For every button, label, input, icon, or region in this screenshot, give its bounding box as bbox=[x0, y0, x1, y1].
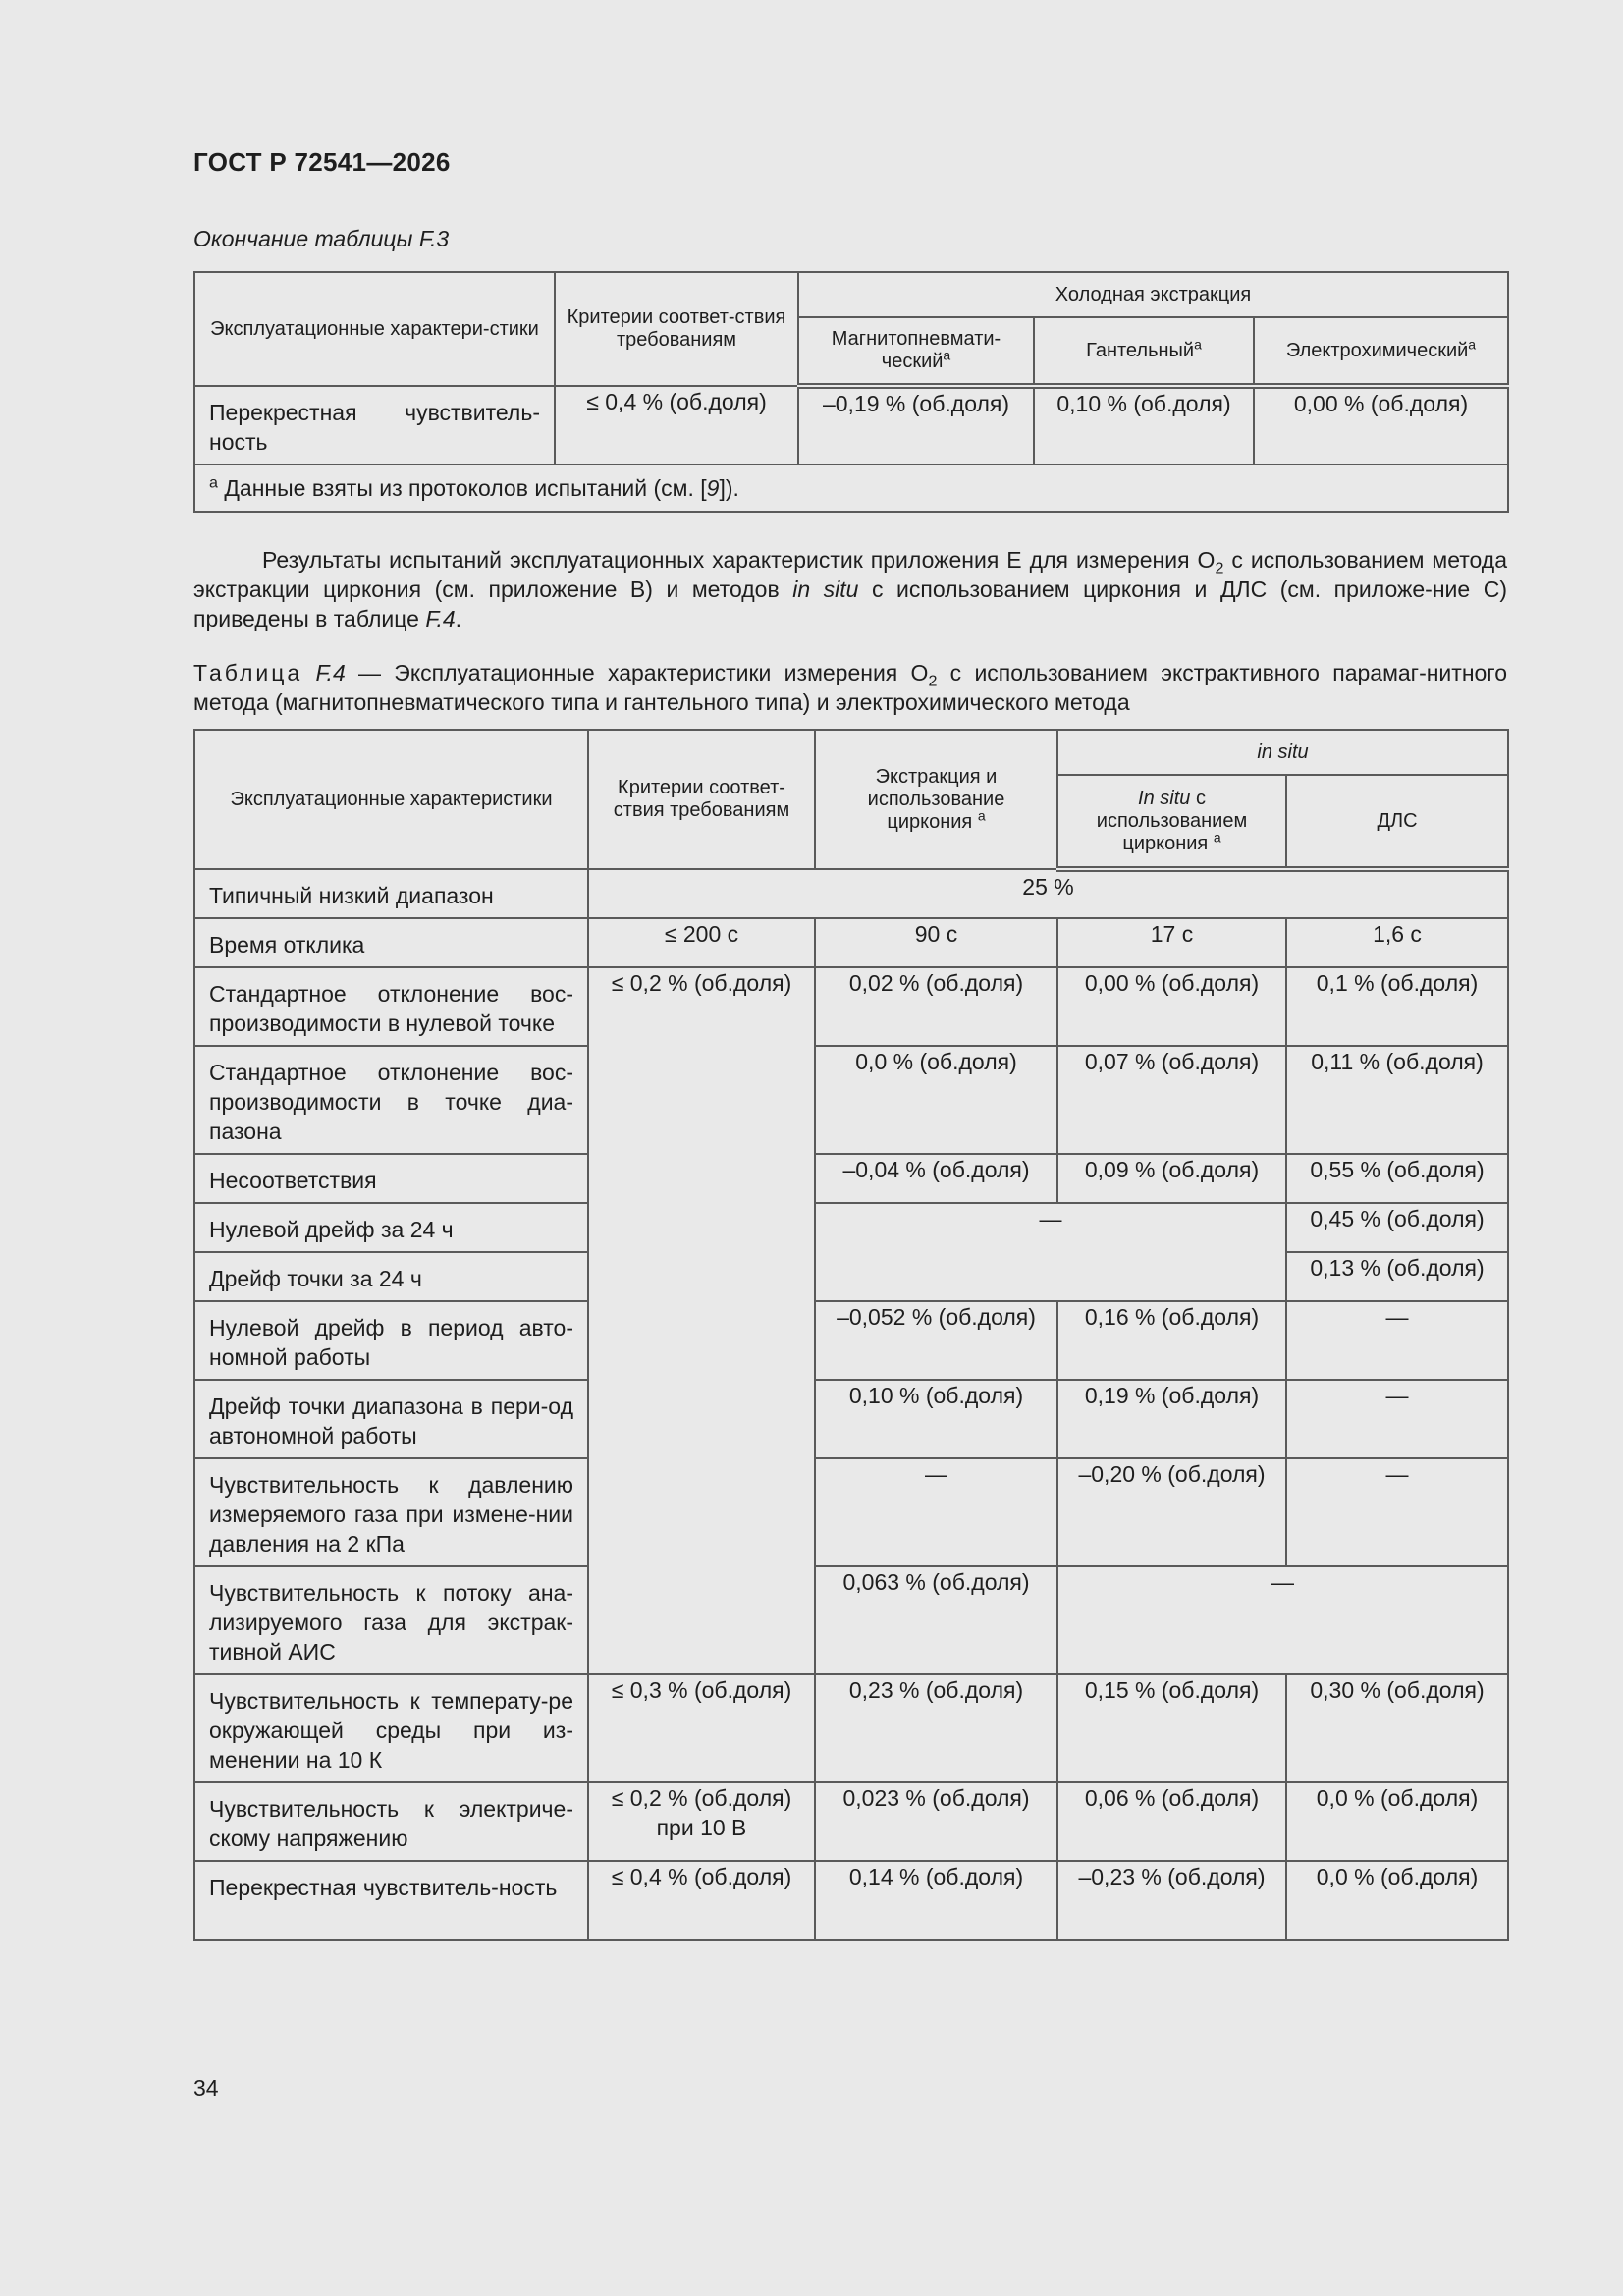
row-c5: 0,30 % (об.доля) bbox=[1286, 1674, 1508, 1782]
row-c5: 0,45 % (об.доля) bbox=[1286, 1203, 1508, 1252]
row-label: Чувствительность к давлению измеряемого газа при измене-нии давления на 2 кПа bbox=[194, 1458, 588, 1566]
row-c3: 0,063 % (об.доля) bbox=[815, 1566, 1057, 1674]
row-criteria: ≤ 0,4 % (об.доля) bbox=[588, 1861, 815, 1940]
row-c4: 0,07 % (об.доля) bbox=[1057, 1046, 1286, 1154]
row-c5: — bbox=[1286, 1380, 1508, 1458]
t4-header-characteristics: Эксплуатационные характеристики bbox=[194, 730, 588, 869]
row-c3: 0,023 % (об.доля) bbox=[815, 1782, 1057, 1861]
t3-row-magn: –0,19 % (об.доля) bbox=[798, 386, 1034, 465]
t4-header-in-situ: in situ bbox=[1057, 730, 1508, 775]
row-c3: 0,14 % (об.доля) bbox=[815, 1861, 1057, 1940]
row-criteria: ≤ 200 с bbox=[588, 918, 815, 967]
t3-row-criteria: ≤ 0,4 % (об.доля) bbox=[555, 386, 798, 465]
t3-row-gant: 0,10 % (об.доля) bbox=[1034, 386, 1254, 465]
row-c3: 0,10 % (об.доля) bbox=[815, 1380, 1057, 1458]
row-c5: 1,6 с bbox=[1286, 918, 1508, 967]
row-c4: 0,00 % (об.доля) bbox=[1057, 967, 1286, 1046]
row-c4: –0,23 % (об.доля) bbox=[1057, 1861, 1286, 1940]
table-f3 bbox=[193, 271, 1509, 513]
t4-header-extraction-zirconium: Экстракция и использование циркония $^a$ bbox=[815, 730, 1057, 869]
row-c4: 0,15 % (об.доля) bbox=[1057, 1674, 1286, 1782]
page-number: 34 bbox=[193, 2075, 219, 2101]
row-criteria: ≤ 0,2 % (об.доля) при 10 В bbox=[588, 1782, 815, 1861]
row-c4: –0,20 % (об.доля) bbox=[1057, 1458, 1286, 1566]
t3-header-dumbbell: Гантельный$^a$ bbox=[1034, 317, 1254, 386]
row-c5: — bbox=[1286, 1458, 1508, 1566]
t4-header-dls: ДЛС bbox=[1286, 775, 1508, 869]
table-row bbox=[194, 1380, 1508, 1458]
t4-header-in-situ-zirconium: In situ с использованием циркония $^a$ bbox=[1057, 775, 1286, 869]
row-c5: 0,11 % (об.доля) bbox=[1286, 1046, 1508, 1154]
table-row bbox=[194, 386, 1508, 465]
row-c3: –0,052 % (об.доля) bbox=[815, 1301, 1057, 1380]
row-c4: 0,19 % (об.доля) bbox=[1057, 1380, 1286, 1458]
t3-header-criteria: Критерии соответ-ствия требованиям bbox=[555, 272, 798, 386]
table-row bbox=[194, 1301, 1508, 1380]
t3-header-characteristics: Эксплуатационные характери-стики bbox=[194, 272, 555, 386]
row-dash-merged: — bbox=[1057, 1566, 1508, 1674]
row-criteria-merged: ≤ 0,2 % (об.доля) bbox=[588, 967, 815, 1674]
table-f4 bbox=[193, 729, 1509, 1941]
t3-header-electrochemical: Электрохимический$^a$ bbox=[1254, 317, 1508, 386]
t3-row-label: Перекрестная чувствитель-ность bbox=[194, 386, 555, 465]
table-f3-caption: Окончание таблицы F.3 bbox=[193, 226, 450, 251]
table-row bbox=[194, 1154, 1508, 1203]
body-paragraph: Результаты испытаний эксплуатационных характеристик приложения Е для измерения $O_2$ с использованием метода экстракции циркония (см. приложение В) и методов in situ с использованием циркония и ДЛС (см. приложе-ние С) приведены в таблице F.4. bbox=[193, 547, 1507, 631]
row-label: Чувствительность к электриче-скому напряжению bbox=[194, 1782, 588, 1861]
table-row bbox=[194, 967, 1508, 1046]
table-row bbox=[194, 1046, 1508, 1154]
row-label: Перекрестная чувствитель-ность bbox=[194, 1861, 588, 1940]
t3-row-elec: 0,00 % (об.доля) bbox=[1254, 386, 1508, 465]
row-c5: 0,55 % (об.доля) bbox=[1286, 1154, 1508, 1203]
t4-header-criteria: Критерии соответ-ствия требованиям bbox=[588, 730, 815, 869]
row-label: Чувствительность к потоку ана-лизируемого газа для экстрак-тивной АИС bbox=[194, 1566, 588, 1674]
table-row bbox=[194, 1782, 1508, 1861]
row-label: Типичный низкий диапазон bbox=[194, 869, 588, 918]
row-c4: 0,09 % (об.доля) bbox=[1057, 1154, 1286, 1203]
row-c3: 90 с bbox=[815, 918, 1057, 967]
t3-footnote: $^a$ Данные взяты из протоколов испытаний (см. [9]). bbox=[194, 465, 1508, 512]
row-c3: 0,0 % (об.доля) bbox=[815, 1046, 1057, 1154]
row-c3: — bbox=[815, 1458, 1057, 1566]
table-row bbox=[194, 1566, 1508, 1674]
row-label: Время отклика bbox=[194, 918, 588, 967]
table-row bbox=[194, 1674, 1508, 1782]
table-row bbox=[194, 1458, 1508, 1566]
row-label: Дрейф точки диапазона в пери-од автономной работы bbox=[194, 1380, 588, 1458]
t3-header-magnetopneumatic: Магнитопневмати-ческий$^a$ bbox=[798, 317, 1034, 386]
row-c4: 17 с bbox=[1057, 918, 1286, 967]
row-label: Чувствительность к температу-ре окружающей среды при из-менении на 10 К bbox=[194, 1674, 588, 1782]
row-label: Стандартное отклонение вос-производимости в нулевой точке bbox=[194, 967, 588, 1046]
row-label: Стандартное отклонение вос-производимости в точке диа-пазона bbox=[194, 1046, 588, 1154]
table-row bbox=[194, 1861, 1508, 1940]
row-label: Нулевой дрейф в период авто-номной работы bbox=[194, 1301, 588, 1380]
row-value-span: 25 % bbox=[588, 869, 1508, 918]
row-c4: 0,06 % (об.доля) bbox=[1057, 1782, 1286, 1861]
row-dash-merged: — bbox=[815, 1203, 1286, 1301]
row-c4: 0,16 % (об.доля) bbox=[1057, 1301, 1286, 1380]
row-c5: 0,0 % (об.доля) bbox=[1286, 1782, 1508, 1861]
table-f4-title: Таблица F.4 — Эксплуатационные характеристики измерения $O_2$ с использованием экстрактивного парамаг-нитного метода (магнитопневматического типа и гантельного типа) и электрохимического метода bbox=[193, 660, 1507, 715]
table-row bbox=[194, 918, 1508, 967]
row-c3: –0,04 % (об.доля) bbox=[815, 1154, 1057, 1203]
row-criteria: ≤ 0,3 % (об.доля) bbox=[588, 1674, 815, 1782]
row-c5: 0,0 % (об.доля) bbox=[1286, 1861, 1508, 1940]
row-c5: 0,1 % (об.доля) bbox=[1286, 967, 1508, 1046]
row-label: Несоответствия bbox=[194, 1154, 588, 1203]
row-label: Дрейф точки за 24 ч bbox=[194, 1252, 588, 1301]
row-label: Нулевой дрейф за 24 ч bbox=[194, 1203, 588, 1252]
document-id: ГОСТ Р 72541—2026 bbox=[193, 147, 451, 177]
row-c3: 0,23 % (об.доля) bbox=[815, 1674, 1057, 1782]
row-c5: 0,13 % (об.доля) bbox=[1286, 1252, 1508, 1301]
table-row bbox=[194, 869, 1508, 918]
row-c3: 0,02 % (об.доля) bbox=[815, 967, 1057, 1046]
row-c5: — bbox=[1286, 1301, 1508, 1380]
table-row bbox=[194, 1203, 1508, 1252]
t3-header-cold-extraction: Холодная экстракция bbox=[798, 272, 1508, 317]
